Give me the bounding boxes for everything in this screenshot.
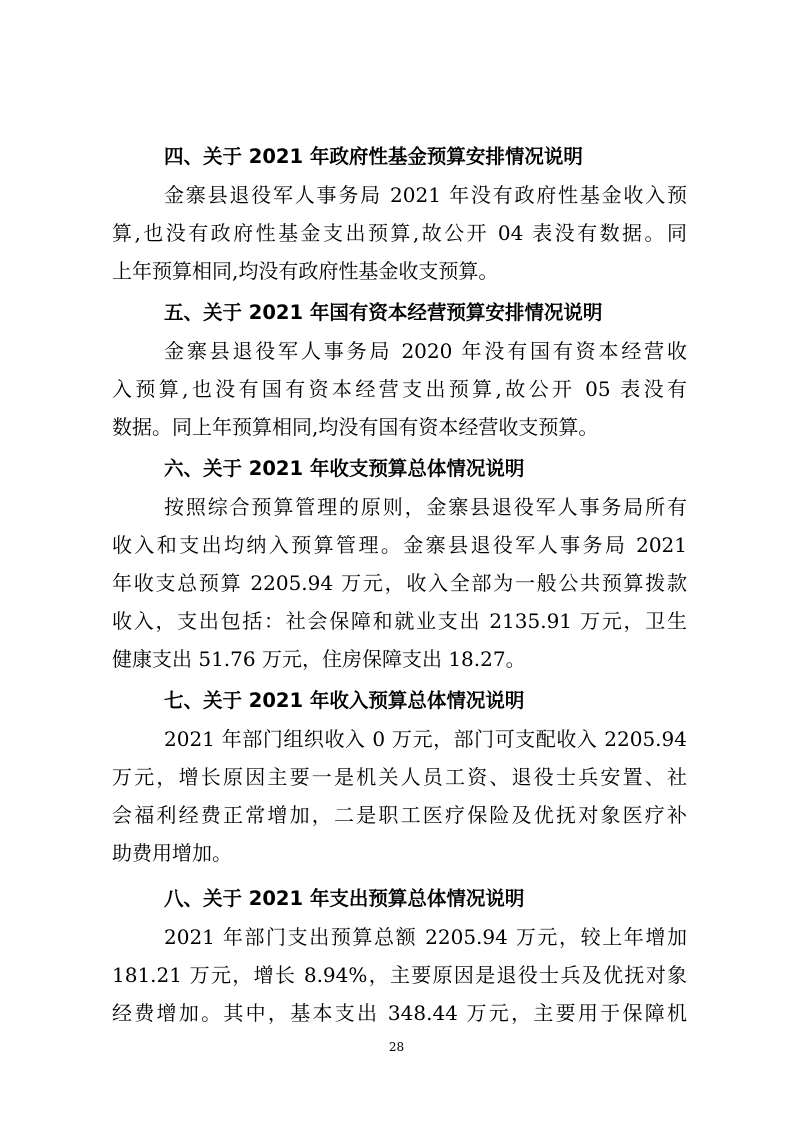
paragraph-line: 经费增加。其中，基本支出 348.44 万元，主要用于保障机: [112, 1001, 687, 1025]
paragraph-line: 按照综合预算管理的原则，金寨县退役军人事务局所有: [164, 495, 687, 519]
section-7: [112, 682, 687, 872]
paragraph-line: 收入和支出均纳入预算管理。金寨县退役军人事务局 2021: [112, 533, 687, 557]
section-heading: 四、关于 2021 年政府性基金预算安排情况说明: [164, 145, 583, 168]
paragraph-line: 入预算,也没有国有资本经营支出预算,故公开 05 表没有: [112, 377, 687, 401]
paragraph-line: 金寨县退役军人事务局 2020 年没有国有资本经营收: [164, 339, 687, 363]
section-5: [112, 294, 687, 446]
section-heading: 八、关于 2021 年支出预算总体情况说明: [164, 887, 525, 910]
section-heading: 六、关于 2021 年收支预算总体情况说明: [164, 457, 525, 480]
paragraph-line: 健康支出 51.76 万元，住房保障支出 18.27。: [112, 647, 526, 671]
section-paragraph: [112, 488, 687, 678]
document-body: [112, 138, 687, 1032]
page-number: 28: [388, 1040, 405, 1054]
paragraph-line: 2021 年部门组织收入 0 万元，部门可支配收入 2205.94: [164, 727, 687, 751]
paragraph-line: 金寨县退役军人事务局 2021 年没有政府性基金收入预: [164, 183, 687, 207]
paragraph-line: 2021 年部门支出预算总额 2205.94 万元，较上年增加: [164, 925, 687, 949]
section-8: [112, 880, 687, 1032]
paragraph-line: 算,也没有政府性基金支出预算,故公开 04 表没有数据。同: [112, 221, 687, 245]
section-paragraph: [112, 720, 687, 872]
paragraph-line: 年收支总预算 2205.94 万元，收入全部为一般公共预算拨款: [112, 571, 687, 595]
paragraph-line: 收入，支出包括：社会保障和就业支出 2135.91 万元，卫生: [112, 609, 687, 633]
section-heading: 七、关于 2021 年收入预算总体情况说明: [164, 689, 525, 712]
paragraph-line: 助费用增加。: [112, 841, 232, 865]
paragraph-line: 上年预算相同,均没有政府性基金收支预算。: [112, 259, 499, 283]
section-paragraph: [112, 918, 687, 1032]
paragraph-line: 数据。同上年预算相同,均没有国有资本经营收支预算。: [112, 415, 599, 439]
paragraph-line: 万元，增长原因主要一是机关人员工资、退役士兵安置、社: [112, 765, 687, 789]
section-heading: 五、关于 2021 年国有资本经营预算安排情况说明: [164, 301, 603, 324]
paragraph-line: 181.21 万元，增长 8.94%，主要原因是退役士兵及优抚对象: [112, 963, 687, 987]
section-paragraph: [112, 176, 687, 290]
paragraph-line: 会福利经费正常增加，二是职工医疗保险及优抚对象医疗补: [112, 803, 687, 827]
section-6: [112, 450, 687, 678]
section-4: [112, 138, 687, 290]
section-paragraph: [112, 332, 687, 446]
